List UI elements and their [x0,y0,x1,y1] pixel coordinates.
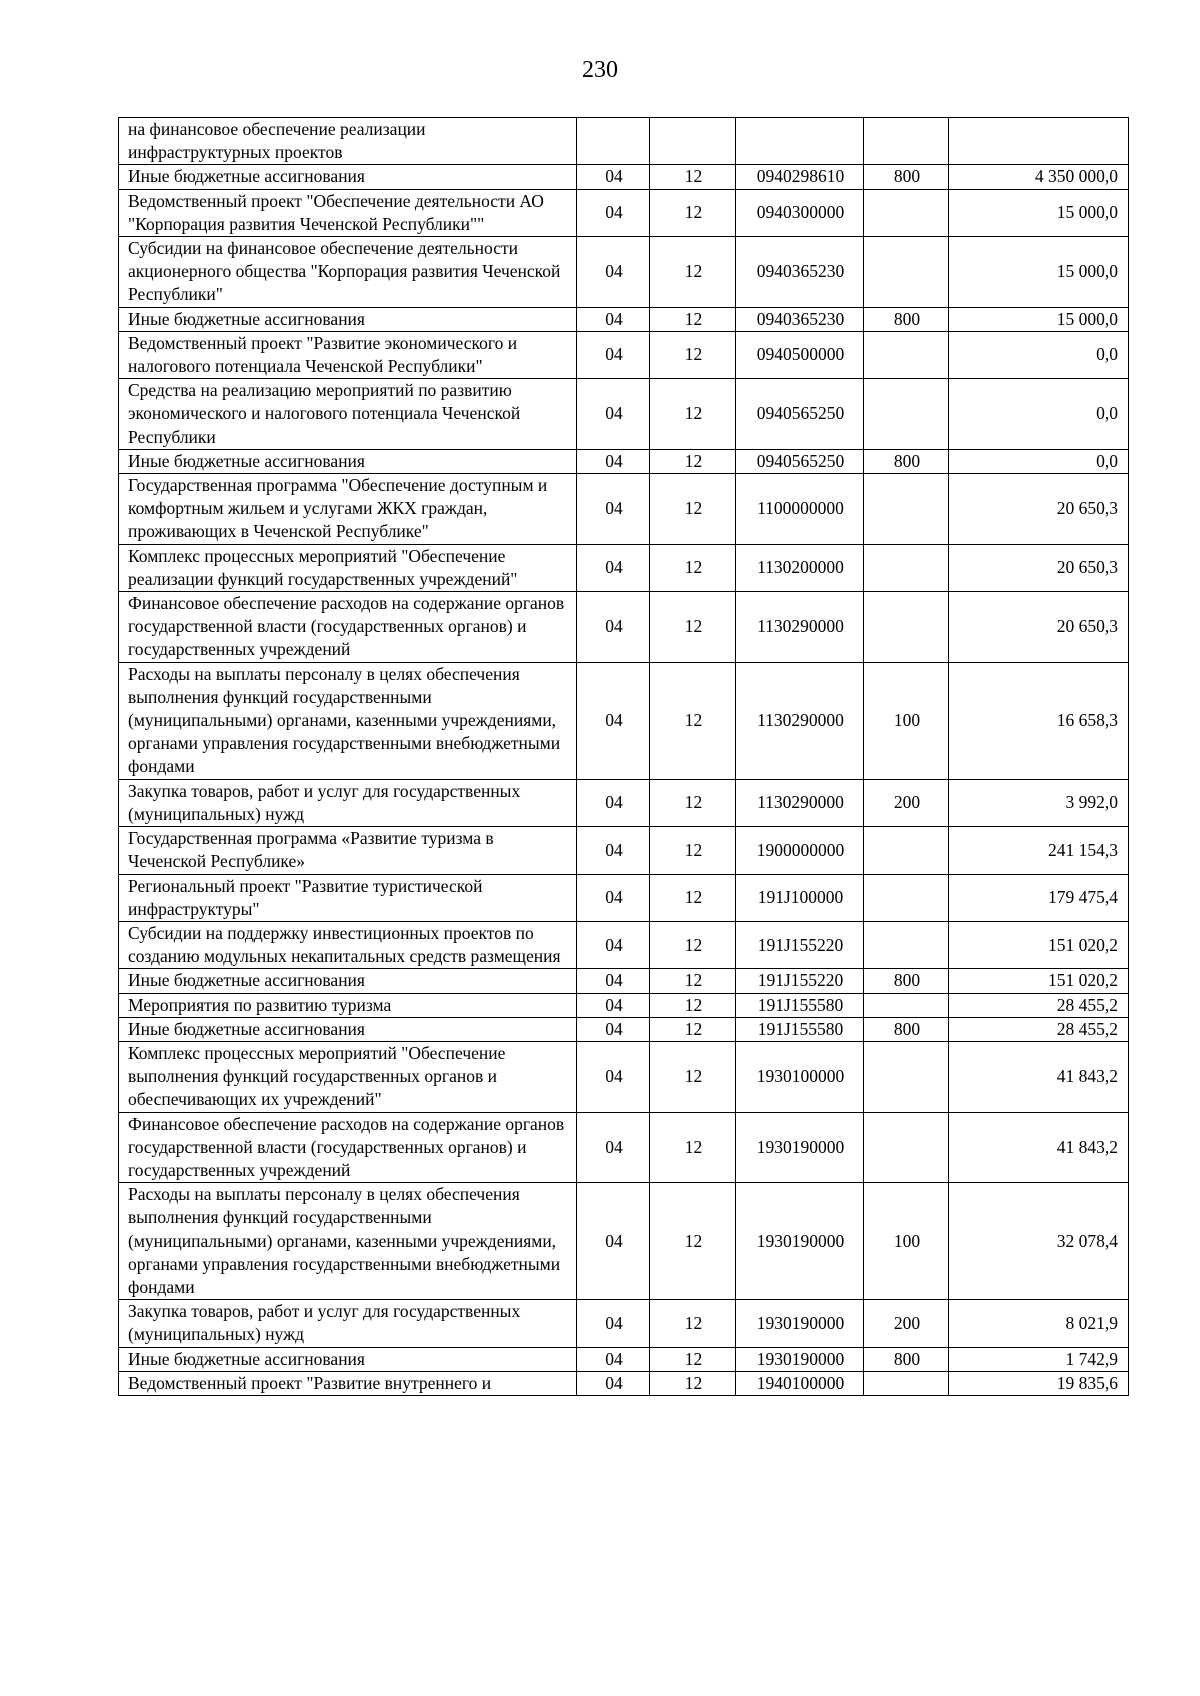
section-code-cell: 04 [577,662,650,779]
expense-type-cell: 100 [864,662,949,779]
table-row [119,1112,1129,1183]
subsection-code-cell: 12 [650,379,736,450]
target-article-cell: 1930190000 [736,1183,864,1300]
section-code-cell: 04 [577,331,650,378]
table-row [119,189,1129,236]
row-name-cell: Финансовое обеспечение расходов на содержание органов государственной власти (государственных органов) и государственных учреждений [119,1112,577,1183]
section-code-cell: 04 [577,237,650,308]
expense-type-cell [864,474,949,545]
subsection-code-cell: 12 [650,331,736,378]
row-name-cell: Закупка товаров, работ и услуг для государственных (муниципальных) нужд [119,1300,577,1347]
row-name-cell: Государственная программа «Развитие туризма в Чеченской Республике» [119,827,577,874]
section-code-cell: 04 [577,779,650,826]
amount-cell: 19 835,6 [949,1371,1129,1395]
amount-cell: 151 020,2 [949,969,1129,993]
table-row [119,993,1129,1017]
target-article-cell: 0940365230 [736,307,864,331]
expense-type-cell: 100 [864,1183,949,1300]
section-code-cell: 04 [577,1112,650,1183]
table-row [119,118,1129,165]
table-row [119,779,1129,826]
section-code-cell: 04 [577,993,650,1017]
expense-type-cell [864,874,949,921]
row-name-cell: Финансовое обеспечение расходов на содержание органов государственной власти (государственных органов) и государственных учреждений [119,592,577,663]
subsection-code-cell: 12 [650,1371,736,1395]
row-name-cell: Государственная программа "Обеспечение доступным и комфортным жильем и услугами ЖКХ граждан, проживающих в Чеченской Республике" [119,474,577,545]
table-row [119,165,1129,189]
amount-cell: 15 000,0 [949,307,1129,331]
subsection-code-cell: 12 [650,165,736,189]
row-name-cell: Ведомственный проект "Развитие внутреннего и [119,1371,577,1395]
target-article-cell: 191J155220 [736,969,864,993]
table-row [119,827,1129,874]
section-code-cell: 04 [577,1347,650,1371]
target-article-cell: 0940500000 [736,331,864,378]
amount-cell: 15 000,0 [949,189,1129,236]
row-name-cell: Региональный проект "Развитие туристической инфраструктуры" [119,874,577,921]
target-article-cell: 191J155580 [736,993,864,1017]
subsection-code-cell: 12 [650,1300,736,1347]
row-name-cell: Ведомственный проект "Развитие экономического и налогового потенциала Чеченской Республики" [119,331,577,378]
amount-cell: 0,0 [949,331,1129,378]
section-code-cell: 04 [577,1017,650,1041]
row-name-cell: Иные бюджетные ассигнования [119,307,577,331]
expense-type-cell: 800 [864,969,949,993]
table-row [119,1347,1129,1371]
amount-cell: 179 475,4 [949,874,1129,921]
amount-cell [949,118,1129,165]
amount-cell: 8 021,9 [949,1300,1129,1347]
row-name-cell: Расходы на выплаты персоналу в целях обеспечения выполнения функций государственными (муниципальными) органами, казенными учреждениями, органами управления государственными внебюджетными фондами [119,662,577,779]
expense-type-cell [864,827,949,874]
subsection-code-cell: 12 [650,874,736,921]
section-code-cell [577,118,650,165]
section-code-cell: 04 [577,969,650,993]
table-row [119,331,1129,378]
subsection-code-cell: 12 [650,1112,736,1183]
target-article-cell: 1930100000 [736,1041,864,1112]
subsection-code-cell: 12 [650,827,736,874]
expense-type-cell: 800 [864,1017,949,1041]
row-name-cell: Закупка товаров, работ и услуг для государственных (муниципальных) нужд [119,779,577,826]
expense-type-cell [864,921,949,968]
amount-cell: 20 650,3 [949,544,1129,591]
section-code-cell: 04 [577,1183,650,1300]
section-code-cell: 04 [577,1041,650,1112]
section-code-cell: 04 [577,544,650,591]
table-row [119,874,1129,921]
expense-type-cell [864,1371,949,1395]
table-row [119,1183,1129,1300]
target-article-cell: 1130200000 [736,544,864,591]
subsection-code-cell: 12 [650,1183,736,1300]
amount-cell: 1 742,9 [949,1347,1129,1371]
amount-cell: 20 650,3 [949,592,1129,663]
target-article-cell: 191J100000 [736,874,864,921]
budget-table-body [119,118,1129,1396]
row-name-cell: Мероприятия по развитию туризма [119,993,577,1017]
target-article-cell: 1130290000 [736,779,864,826]
expense-type-cell [864,592,949,663]
row-name-cell: Иные бюджетные ассигнования [119,1017,577,1041]
target-article-cell: 0940565250 [736,379,864,450]
target-article-cell: 0940298610 [736,165,864,189]
subsection-code-cell [650,118,736,165]
target-article-cell: 1130290000 [736,662,864,779]
target-article-cell: 191J155220 [736,921,864,968]
row-name-cell: Иные бюджетные ассигнования [119,449,577,473]
row-name-cell: Комплекс процессных мероприятий "Обеспечение выполнения функций государственных органов и обеспечивающих их учреждений" [119,1041,577,1112]
table-row [119,592,1129,663]
section-code-cell: 04 [577,874,650,921]
subsection-code-cell: 12 [650,1347,736,1371]
amount-cell: 28 455,2 [949,1017,1129,1041]
row-name-cell: Иные бюджетные ассигнования [119,969,577,993]
target-article-cell: 0940300000 [736,189,864,236]
expense-type-cell [864,118,949,165]
target-article-cell: 1900000000 [736,827,864,874]
expense-type-cell [864,544,949,591]
amount-cell: 28 455,2 [949,993,1129,1017]
section-code-cell: 04 [577,1371,650,1395]
subsection-code-cell: 12 [650,307,736,331]
expense-type-cell: 200 [864,1300,949,1347]
subsection-code-cell: 12 [650,592,736,663]
section-code-cell: 04 [577,449,650,473]
target-article-cell: 0940565250 [736,449,864,473]
amount-cell: 241 154,3 [949,827,1129,874]
amount-cell: 41 843,2 [949,1041,1129,1112]
section-code-cell: 04 [577,379,650,450]
amount-cell: 3 992,0 [949,779,1129,826]
row-name-cell: Субсидии на финансовое обеспечение деятельности акционерного общества "Корпорация развития Чеченской Республики" [119,237,577,308]
subsection-code-cell: 12 [650,662,736,779]
row-name-cell: Иные бюджетные ассигнования [119,165,577,189]
expense-type-cell [864,379,949,450]
page-number: 230 [582,57,618,83]
amount-cell: 41 843,2 [949,1112,1129,1183]
row-name-cell: Иные бюджетные ассигнования [119,1347,577,1371]
budget-table [118,117,1129,1396]
expense-type-cell [864,993,949,1017]
expense-type-cell [864,1112,949,1183]
subsection-code-cell: 12 [650,779,736,826]
row-name-cell: на финансовое обеспечение реализации инфраструктурных проектов [119,118,577,165]
expense-type-cell [864,331,949,378]
target-article-cell: 1930190000 [736,1112,864,1183]
target-article-cell: 1100000000 [736,474,864,545]
table-row [119,1300,1129,1347]
amount-cell: 4 350 000,0 [949,165,1129,189]
row-name-cell: Ведомственный проект "Обеспечение деятельности АО "Корпорация развития Чеченской Республики"" [119,189,577,236]
table-row [119,237,1129,308]
target-article-cell: 0940365230 [736,237,864,308]
row-name-cell: Средства на реализацию мероприятий по развитию экономического и налогового потенциала Чеченской Республики [119,379,577,450]
subsection-code-cell: 12 [650,449,736,473]
amount-cell: 0,0 [949,379,1129,450]
section-code-cell: 04 [577,592,650,663]
amount-cell: 20 650,3 [949,474,1129,545]
table-row [119,307,1129,331]
amount-cell: 32 078,4 [949,1183,1129,1300]
table-row [119,449,1129,473]
amount-cell: 15 000,0 [949,237,1129,308]
table-row [119,921,1129,968]
subsection-code-cell: 12 [650,1017,736,1041]
table-row [119,662,1129,779]
target-article-cell: 191J155580 [736,1017,864,1041]
section-code-cell: 04 [577,921,650,968]
amount-cell: 0,0 [949,449,1129,473]
section-code-cell: 04 [577,827,650,874]
target-article-cell: 1930190000 [736,1300,864,1347]
target-article-cell [736,118,864,165]
expense-type-cell: 800 [864,307,949,331]
table-row [119,544,1129,591]
expense-type-cell: 200 [864,779,949,826]
target-article-cell: 1930190000 [736,1347,864,1371]
expense-type-cell: 800 [864,165,949,189]
table-row [119,1371,1129,1395]
target-article-cell: 1130290000 [736,592,864,663]
subsection-code-cell: 12 [650,474,736,545]
section-code-cell: 04 [577,1300,650,1347]
section-code-cell: 04 [577,165,650,189]
section-code-cell: 04 [577,474,650,545]
subsection-code-cell: 12 [650,969,736,993]
amount-cell: 151 020,2 [949,921,1129,968]
subsection-code-cell: 12 [650,1041,736,1112]
subsection-code-cell: 12 [650,189,736,236]
table-row [119,969,1129,993]
expense-type-cell: 800 [864,449,949,473]
expense-type-cell [864,1041,949,1112]
subsection-code-cell: 12 [650,921,736,968]
target-article-cell: 1940100000 [736,1371,864,1395]
table-row [119,474,1129,545]
table-row [119,1017,1129,1041]
table-row [119,379,1129,450]
subsection-code-cell: 12 [650,544,736,591]
table-row [119,1041,1129,1112]
row-name-cell: Субсидии на поддержку инвестиционных проектов по созданию модульных некапитальных средств размещения [119,921,577,968]
section-code-cell: 04 [577,307,650,331]
expense-type-cell [864,189,949,236]
subsection-code-cell: 12 [650,993,736,1017]
amount-cell: 16 658,3 [949,662,1129,779]
row-name-cell: Комплекс процессных мероприятий "Обеспечение реализации функций государственных учреждений" [119,544,577,591]
section-code-cell: 04 [577,189,650,236]
subsection-code-cell: 12 [650,237,736,308]
expense-type-cell: 800 [864,1347,949,1371]
row-name-cell: Расходы на выплаты персоналу в целях обеспечения выполнения функций государственными (муниципальными) органами, казенными учреждениями, органами управления государственными внебюджетными фондами [119,1183,577,1300]
expense-type-cell [864,237,949,308]
